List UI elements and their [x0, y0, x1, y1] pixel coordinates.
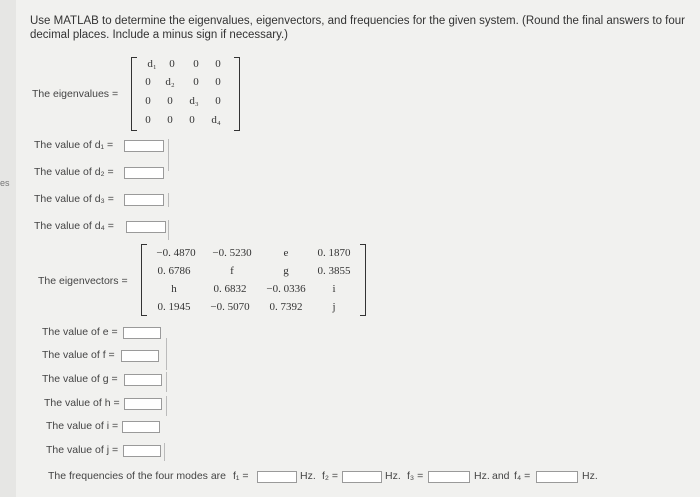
- f2-label: f₂ =: [322, 470, 339, 482]
- eigenvector-cell-0-2: e: [283, 247, 289, 259]
- eigenvector-cell-0-0: −0. 4870: [156, 247, 196, 259]
- eigenvector-cell-2-0: h: [171, 283, 177, 295]
- left-panel-edge: [0, 0, 16, 497]
- eigenvalue-cell-0-3: 0: [215, 58, 221, 70]
- eigenvalue-matrix: [131, 57, 240, 131]
- edge-text: es: [0, 178, 10, 188]
- eigenvector-cell-2-1: 0. 6832: [213, 283, 247, 295]
- eigenvalue-cell-0-1: 0: [169, 58, 175, 70]
- f3-input[interactable]: [428, 471, 470, 483]
- eigenvectors-label: The eigenvectors =: [38, 275, 128, 287]
- eigenvalue-cell-3-2: 0: [189, 114, 195, 126]
- eigenvector-cell-1-1: f: [230, 265, 234, 277]
- f1-label: f₁ =: [232, 470, 249, 482]
- f2-input[interactable]: [342, 471, 382, 483]
- i-label: The value of i =: [46, 420, 119, 432]
- eigenvalue-cell-3-3: d₄: [211, 114, 221, 126]
- eigenvector-cell-3-1: −0. 5070: [210, 301, 250, 313]
- f3-label: f₃ =: [407, 470, 424, 482]
- d3-label: The value of d₃ =: [34, 193, 114, 205]
- f-input[interactable]: [121, 350, 159, 362]
- eigenvector-matrix: [141, 244, 366, 316]
- i-input[interactable]: [122, 421, 160, 433]
- eigenvector-cell-2-3: i: [332, 283, 336, 295]
- f1-unit: Hz.: [300, 470, 316, 482]
- eigenvalue-cell-0-2: 0: [193, 58, 199, 70]
- d3-input[interactable]: [124, 194, 164, 206]
- eigenvalue-cell-3-0: 0: [145, 114, 151, 126]
- eigenvalue-cell-1-2: 0: [193, 76, 199, 88]
- d1-label: The value of d₁ =: [34, 139, 114, 151]
- f4-unit: Hz.: [582, 470, 598, 482]
- h-input[interactable]: [124, 398, 162, 410]
- eigenvalue-cell-3-1: 0: [167, 114, 173, 126]
- instructions-text: Use MATLAB to determine the eigenvalues, eigenvectors, and frequencies for the given system. (Round the final answers to four decimal places. Include a minus sign if necessary.): [30, 15, 685, 41]
- and-text: and: [492, 470, 510, 482]
- f-label: The value of f =: [42, 349, 115, 361]
- f3-unit: Hz.: [474, 470, 490, 482]
- h-label: The value of h =: [44, 397, 120, 409]
- frequencies-line: [48, 470, 248, 482]
- eigenvector-cell-1-2: g: [283, 265, 289, 277]
- eigenvector-cell-1-0: 0. 6786: [157, 265, 191, 277]
- eigenvalue-cell-2-0: 0: [145, 95, 151, 107]
- eigenvector-cell-0-3: 0. 1870: [317, 247, 351, 259]
- d1-input[interactable]: [124, 140, 164, 152]
- d4-input[interactable]: [126, 221, 166, 233]
- eigenvalue-cell-1-3: 0: [215, 76, 221, 88]
- f2-unit: Hz.: [385, 470, 401, 482]
- frequencies-lead: The frequencies of the four modes are: [48, 470, 227, 482]
- j-label: The value of j =: [46, 444, 119, 456]
- g-label: The value of g =: [42, 373, 118, 385]
- f4-label: f₄ =: [514, 470, 531, 482]
- g-input[interactable]: [124, 374, 162, 386]
- e-label: The value of e =: [42, 326, 118, 338]
- j-input[interactable]: [123, 445, 161, 457]
- eigenvector-cell-1-3: 0. 3855: [317, 265, 351, 277]
- d2-input[interactable]: [124, 167, 164, 179]
- eigenvalue-cell-2-3: 0: [215, 95, 221, 107]
- eigenvalue-cell-1-1: d₂: [165, 76, 175, 88]
- eigenvector-cell-3-0: 0. 1945: [157, 301, 191, 313]
- eigenvector-cell-3-3: j: [332, 301, 336, 313]
- eigenvalue-cell-2-2: d₃: [189, 95, 199, 107]
- e-input[interactable]: [123, 327, 161, 339]
- eigenvalue-cell-1-0: 0: [145, 76, 151, 88]
- eigenvector-cell-3-2: 0. 7392: [269, 301, 303, 313]
- d4-label: The value of d₄ =: [34, 220, 114, 232]
- eigenvalue-cell-2-1: 0: [167, 95, 173, 107]
- eigenvector-cell-2-2: −0. 0336: [266, 283, 306, 295]
- f1-input[interactable]: [257, 471, 297, 483]
- eigenvector-cell-0-1: −0. 5230: [212, 247, 252, 259]
- eigenvalue-cell-0-0: d₁: [147, 58, 157, 70]
- eigenvalues-label: The eigenvalues =: [32, 88, 119, 100]
- d2-label: The value of d₂ =: [34, 166, 114, 178]
- f4-input[interactable]: [536, 471, 578, 483]
